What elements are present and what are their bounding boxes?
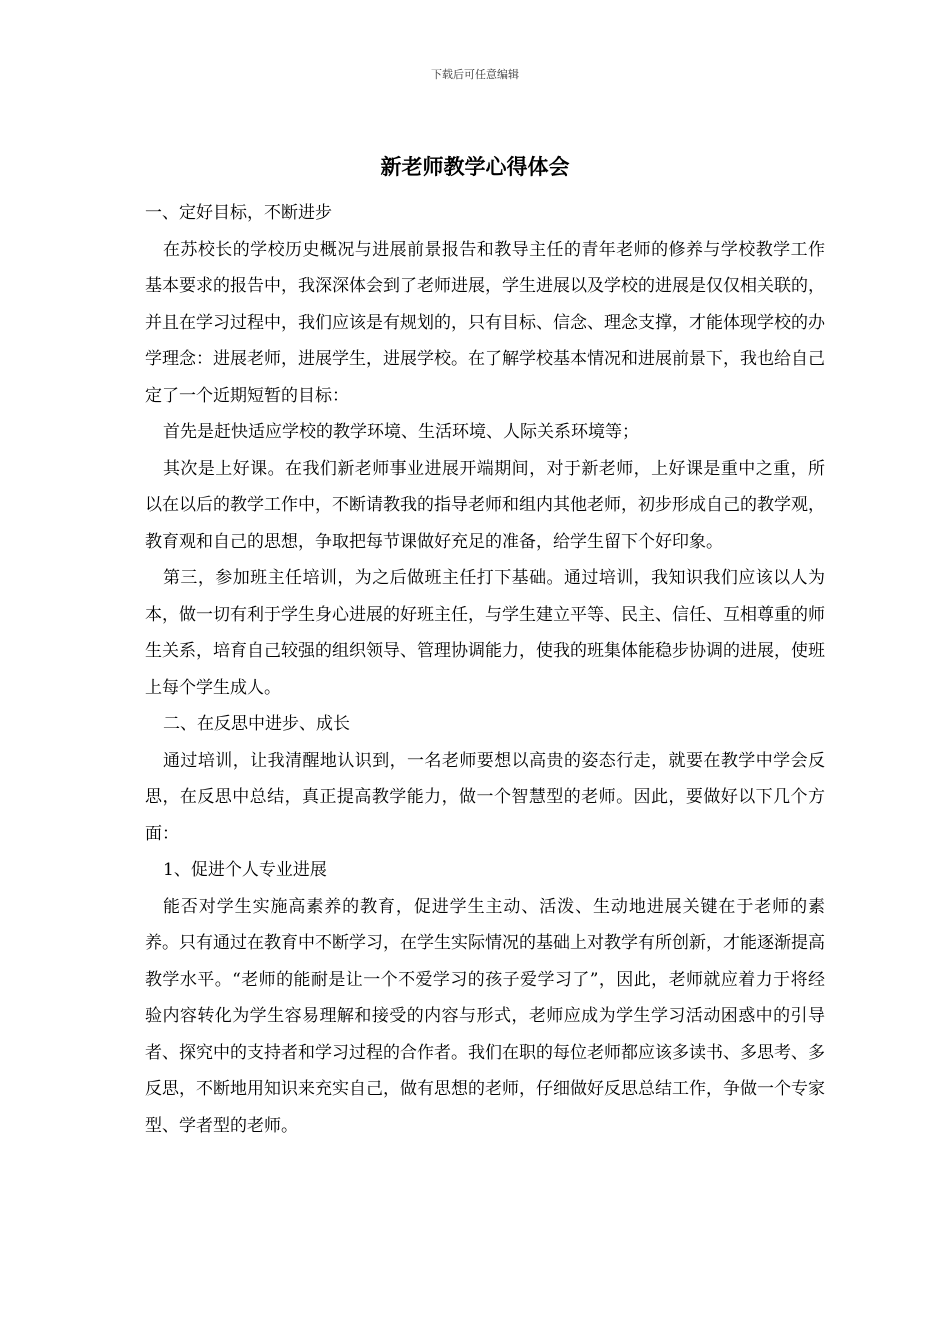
paragraph: 通过培训，让我清醒地认识到，一名老师要想以高贵的姿态行走，就要在教学中学会反思，在反思中总结，真正提高教学能力，做一个智慧型的老师。因此，要做好以下几个方面： (145, 750, 825, 844)
section-heading: 一、定好目标，不断进步 (145, 203, 332, 223)
subsection-heading: 1、促进个人专业进展 (163, 860, 327, 880)
paragraph: 在苏校长的学校历史概况与进展前景报告和教导主任的青年老师的修养与学校教学工作基本要求的报告中，我深深体会到了老师进展，学生进展以及学校的进展是仅仅相关联的，并且在学习过程中，我们应该是有规划的，只有目标、信念、理念支撑，才能体现学校的办学理念：进展老师，进展学生，进展学校。在了解学校基本情况和进展前景下，我也给自己定了一个近期短暂的目标： (145, 239, 825, 406)
header-note: 下载后可任意编辑 (431, 68, 519, 81)
paragraph: 能否对学生实施高素养的教育，促进学生主动、活泼、生动地进展关键在于老师的素养。只有通过在教育中不断学习，在学生实际情况的基础上对教学有所创新，才能逐渐提高教学水平。“老师的能耐是让一个不爱学习的孩子爱学习了”，因此，老师就应着力于将经验内容转化为学生容易理解和接受的内容与形式，老师应成为学生学习活动困惑中的引导者、探究中的支持者和学习过程的合作者。我们在职的每位老师都应该多读书、多思考、多反思，不断地用知识来充实自己，做有思想的老师，仔细做好反思总结工作，争做一个专家型、学者型的老师。 (145, 896, 825, 1136)
section-heading: 二、在反思中进步、成长 (163, 714, 350, 734)
paragraph: 首先是赶快适应学校的教学环境、生活环境、人际关系环境等； (163, 422, 639, 442)
document-title: 新老师教学心得体会 (380, 154, 570, 179)
paragraph: 其次是上好课。在我们新老师事业进展开端期间，对于新老师，上好课是重中之重，所以在以后的教学工作中，不断请教我的指导老师和组内其他老师，初步形成自己的教学观，教育观和自己的思想，争取把每节课做好充足的准备，给学生留下个好印象。 (145, 458, 825, 552)
document-body (145, 195, 825, 1144)
paragraph: 第三，参加班主任培训，为之后做班主任打下基础。通过培训，我知识我们应该以人为本，做一切有利于学生身心进展的好班主任，与学生建立平等、民主、信任、互相尊重的师生关系，培育自己较强的组织领导、管理协调能力，使我的班集体能稳步协调的进展，使班上每个学生成人。 (145, 568, 825, 698)
